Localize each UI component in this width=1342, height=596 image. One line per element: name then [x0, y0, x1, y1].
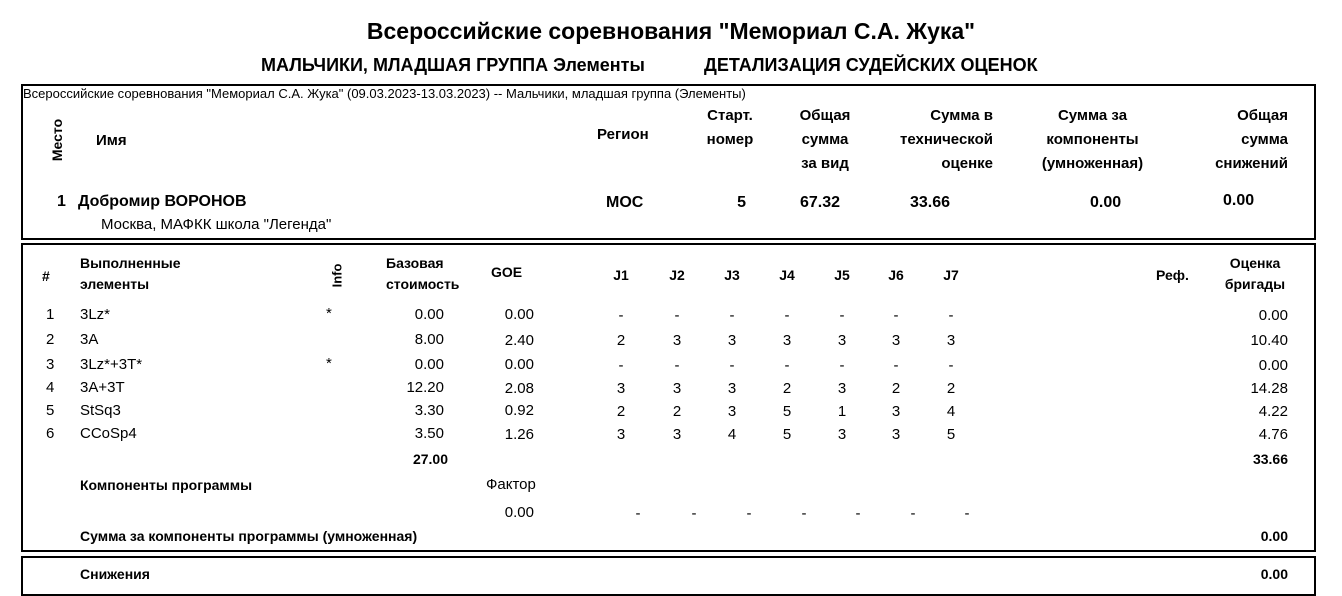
row-judge-mark: - — [729, 357, 735, 374]
row-panel-score: 0.00 — [1258, 307, 1288, 324]
row-judge-mark: 3 — [616, 426, 626, 443]
col-num-header: # — [42, 268, 50, 284]
col-start-header-line1: Старт. — [707, 107, 753, 124]
col-total-header — [780, 104, 870, 176]
row-judge-mark: 3 — [782, 332, 792, 349]
row-judge-mark: - — [839, 307, 845, 324]
col-comp-header-line1: Сумма за — [1057, 107, 1128, 124]
row-judge-mark: 2 — [616, 332, 626, 349]
col-total-header-line2: сумма — [801, 131, 849, 148]
skater-tech-score: 33.66 — [910, 194, 951, 211]
row-element-code: 3Lz* — [80, 306, 111, 323]
row-element-code: 3A — [80, 331, 99, 348]
factor-value: 0.00 — [504, 504, 534, 521]
component-judge-mark: - — [855, 505, 861, 522]
row-judge-mark: 3 — [727, 332, 737, 349]
row-number: 1 — [46, 306, 55, 323]
component-judge-mark: - — [910, 505, 916, 522]
skater-name: Добромир ВОРОНОВ — [78, 193, 247, 210]
col-comp-header — [1025, 104, 1160, 176]
skater-deductions: 0.00 — [1223, 192, 1255, 209]
row-judge-mark: 1 — [837, 403, 847, 420]
col-ded-header-line2: сумма — [1241, 131, 1288, 148]
row-panel-score: 14.28 — [1250, 380, 1288, 397]
col-tech-header-line1: Сумма в — [930, 107, 993, 124]
col-tech-header-line2: технической — [899, 131, 993, 148]
panel-score-total: 33.66 — [1252, 451, 1288, 467]
row-judge-mark: - — [839, 357, 845, 374]
col-elements-header-line2: элементы — [80, 276, 150, 292]
row-base-value: 3.30 — [414, 402, 444, 419]
components-sum-value: 0.00 — [1260, 528, 1288, 544]
judge-header: J2 — [669, 267, 685, 283]
deductions-value: 0.00 — [1260, 566, 1288, 582]
row-goe: 0.00 — [504, 306, 534, 323]
row-base-value: 3.50 — [414, 425, 444, 442]
row-judge-mark: 4 — [946, 403, 956, 420]
skater-region: MOC — [606, 194, 644, 211]
col-base-header-line2: стоимость — [386, 276, 460, 292]
page-subtitle-detail: ДЕТАЛИЗАЦИЯ СУДЕЙСКИХ ОЦЕНОК — [704, 55, 1038, 75]
row-judge-mark: - — [948, 357, 954, 374]
col-comp-header-line2: компоненты — [1046, 131, 1139, 148]
row-base-value: 0.00 — [414, 356, 444, 373]
row-judge-mark: - — [618, 307, 624, 324]
judge-header: J4 — [779, 267, 795, 283]
row-judge-mark: 3 — [946, 332, 956, 349]
row-goe: 0.92 — [504, 402, 534, 419]
row-panel-score: 4.22 — [1258, 403, 1288, 420]
row-judge-mark: 3 — [891, 426, 901, 443]
row-judge-mark: 3 — [616, 380, 626, 397]
col-comp-header-line3: (умноженная) — [1041, 155, 1144, 172]
col-score-header-line1: Оценка — [1229, 255, 1281, 271]
row-goe: 0.00 — [504, 356, 534, 373]
component-judge-mark: - — [635, 505, 641, 522]
row-judge-mark: - — [893, 357, 899, 374]
col-elements-header — [80, 253, 181, 295]
col-start-header — [690, 104, 770, 152]
row-judge-mark: 3 — [891, 403, 901, 420]
row-judge-mark: - — [674, 357, 680, 374]
deductions-label: Снижения — [80, 566, 150, 582]
row-base-value: 0.00 — [414, 306, 444, 323]
row-judge-mark: - — [784, 307, 790, 324]
row-number: 4 — [46, 379, 55, 396]
row-judge-mark: 5 — [782, 403, 792, 420]
row-judge-mark: 3 — [837, 426, 847, 443]
row-goe: 2.40 — [504, 332, 534, 349]
component-judge-mark: - — [746, 505, 752, 522]
col-goe-header: GOE — [491, 264, 523, 280]
judge-header: J5 — [834, 267, 850, 283]
row-number: 3 — [46, 356, 55, 373]
col-tech-header — [870, 104, 993, 176]
col-total-header-line3: за вид — [801, 155, 849, 172]
component-judge-mark: - — [691, 505, 697, 522]
row-judge-mark: 2 — [782, 380, 792, 397]
row-judge-mark: - — [674, 307, 680, 324]
row-number: 2 — [46, 331, 55, 348]
row-judge-mark: 3 — [672, 380, 682, 397]
row-base-value: 12.20 — [406, 379, 444, 396]
components-label: Компоненты программы — [80, 477, 253, 493]
row-element-code: StSq3 — [80, 402, 121, 419]
row-number: 5 — [46, 402, 55, 419]
col-region-header: Регион — [597, 126, 649, 143]
col-place-header: Место — [49, 118, 65, 162]
row-judge-mark: 3 — [672, 426, 682, 443]
row-panel-score: 10.40 — [1250, 332, 1288, 349]
event-info-line: Всероссийские соревнования "Мемориал С.А. Жука" (09.03.2023-13.03.2023) -- Мальчики, младшая группа (Элементы) — [23, 86, 746, 101]
col-ded-header-line3: снижений — [1215, 155, 1288, 172]
row-info: * — [326, 355, 332, 372]
deductions-box — [21, 556, 1316, 596]
row-judge-mark: 5 — [782, 426, 792, 443]
col-deductions-header — [1190, 104, 1288, 176]
judge-header: J6 — [888, 267, 904, 283]
judge-header: J3 — [724, 267, 740, 283]
row-judge-mark: 3 — [727, 380, 737, 397]
col-name-header: Имя — [96, 132, 127, 149]
col-total-header-line1: Общая — [799, 107, 851, 124]
row-judge-mark: 3 — [837, 380, 847, 397]
row-judge-mark: 3 — [672, 332, 682, 349]
row-judge-mark: 2 — [616, 403, 626, 420]
row-panel-score: 4.76 — [1258, 426, 1288, 443]
row-judge-mark: 5 — [946, 426, 956, 443]
factor-label: Фактор — [486, 476, 536, 493]
row-judge-mark: 4 — [727, 426, 737, 443]
row-goe: 1.26 — [504, 426, 534, 443]
row-judge-mark: - — [784, 357, 790, 374]
component-judge-mark: - — [801, 505, 807, 522]
row-judge-mark: 3 — [891, 332, 901, 349]
row-judge-mark: - — [893, 307, 899, 324]
row-judge-mark: 2 — [891, 380, 901, 397]
row-judge-mark: - — [618, 357, 624, 374]
skater-start-number: 5 — [737, 194, 746, 211]
judge-header: J1 — [613, 267, 629, 283]
details-box — [21, 243, 1316, 552]
col-ded-header-line1: Общая — [1237, 107, 1288, 124]
component-judge-mark: - — [964, 505, 970, 522]
row-base-value: 8.00 — [414, 331, 444, 348]
row-judge-mark: - — [729, 307, 735, 324]
row-panel-score: 0.00 — [1258, 357, 1288, 374]
col-tech-header-line3: оценке — [941, 155, 993, 172]
row-judge-mark: 2 — [946, 380, 956, 397]
col-base-header — [386, 253, 459, 295]
col-score-header — [1215, 253, 1295, 295]
row-element-code: 3Lz*+3T* — [80, 356, 143, 373]
row-judge-mark: 2 — [672, 403, 682, 420]
page-title: Всероссийские соревнования "Мемориал С.А. Жука" — [366, 18, 976, 44]
row-number: 6 — [46, 425, 55, 442]
row-judge-mark: 3 — [837, 332, 847, 349]
col-score-header-line2: бригады — [1224, 276, 1286, 292]
col-referee-header: Реф. — [1156, 267, 1189, 283]
row-info: * — [326, 305, 332, 322]
skater-club: Москва, МАФКК школа "Легенда" — [101, 216, 332, 233]
row-judge-mark: - — [948, 307, 954, 324]
skater-place: 1 — [57, 193, 66, 210]
row-element-code: CCoSp4 — [80, 425, 137, 442]
col-base-header-line1: Базовая — [386, 255, 444, 271]
skater-comp-score: 0.00 — [1090, 194, 1122, 211]
components-sum-label: Сумма за компоненты программы (умноженная) — [80, 528, 418, 544]
skater-total-score: 67.32 — [800, 194, 841, 211]
base-value-total: 27.00 — [412, 451, 448, 467]
col-start-header-line2: номер — [706, 131, 754, 148]
row-element-code: 3A+3T — [80, 379, 125, 396]
page-subtitle-category: МАЛЬЧИКИ, МЛАДШАЯ ГРУППА Элементы — [261, 55, 645, 75]
col-elements-header-line1: Выполненные — [80, 255, 181, 271]
row-goe: 2.08 — [504, 380, 534, 397]
row-judge-mark: 3 — [727, 403, 737, 420]
judge-header: J7 — [943, 267, 959, 283]
col-info-header: Info — [329, 263, 345, 288]
